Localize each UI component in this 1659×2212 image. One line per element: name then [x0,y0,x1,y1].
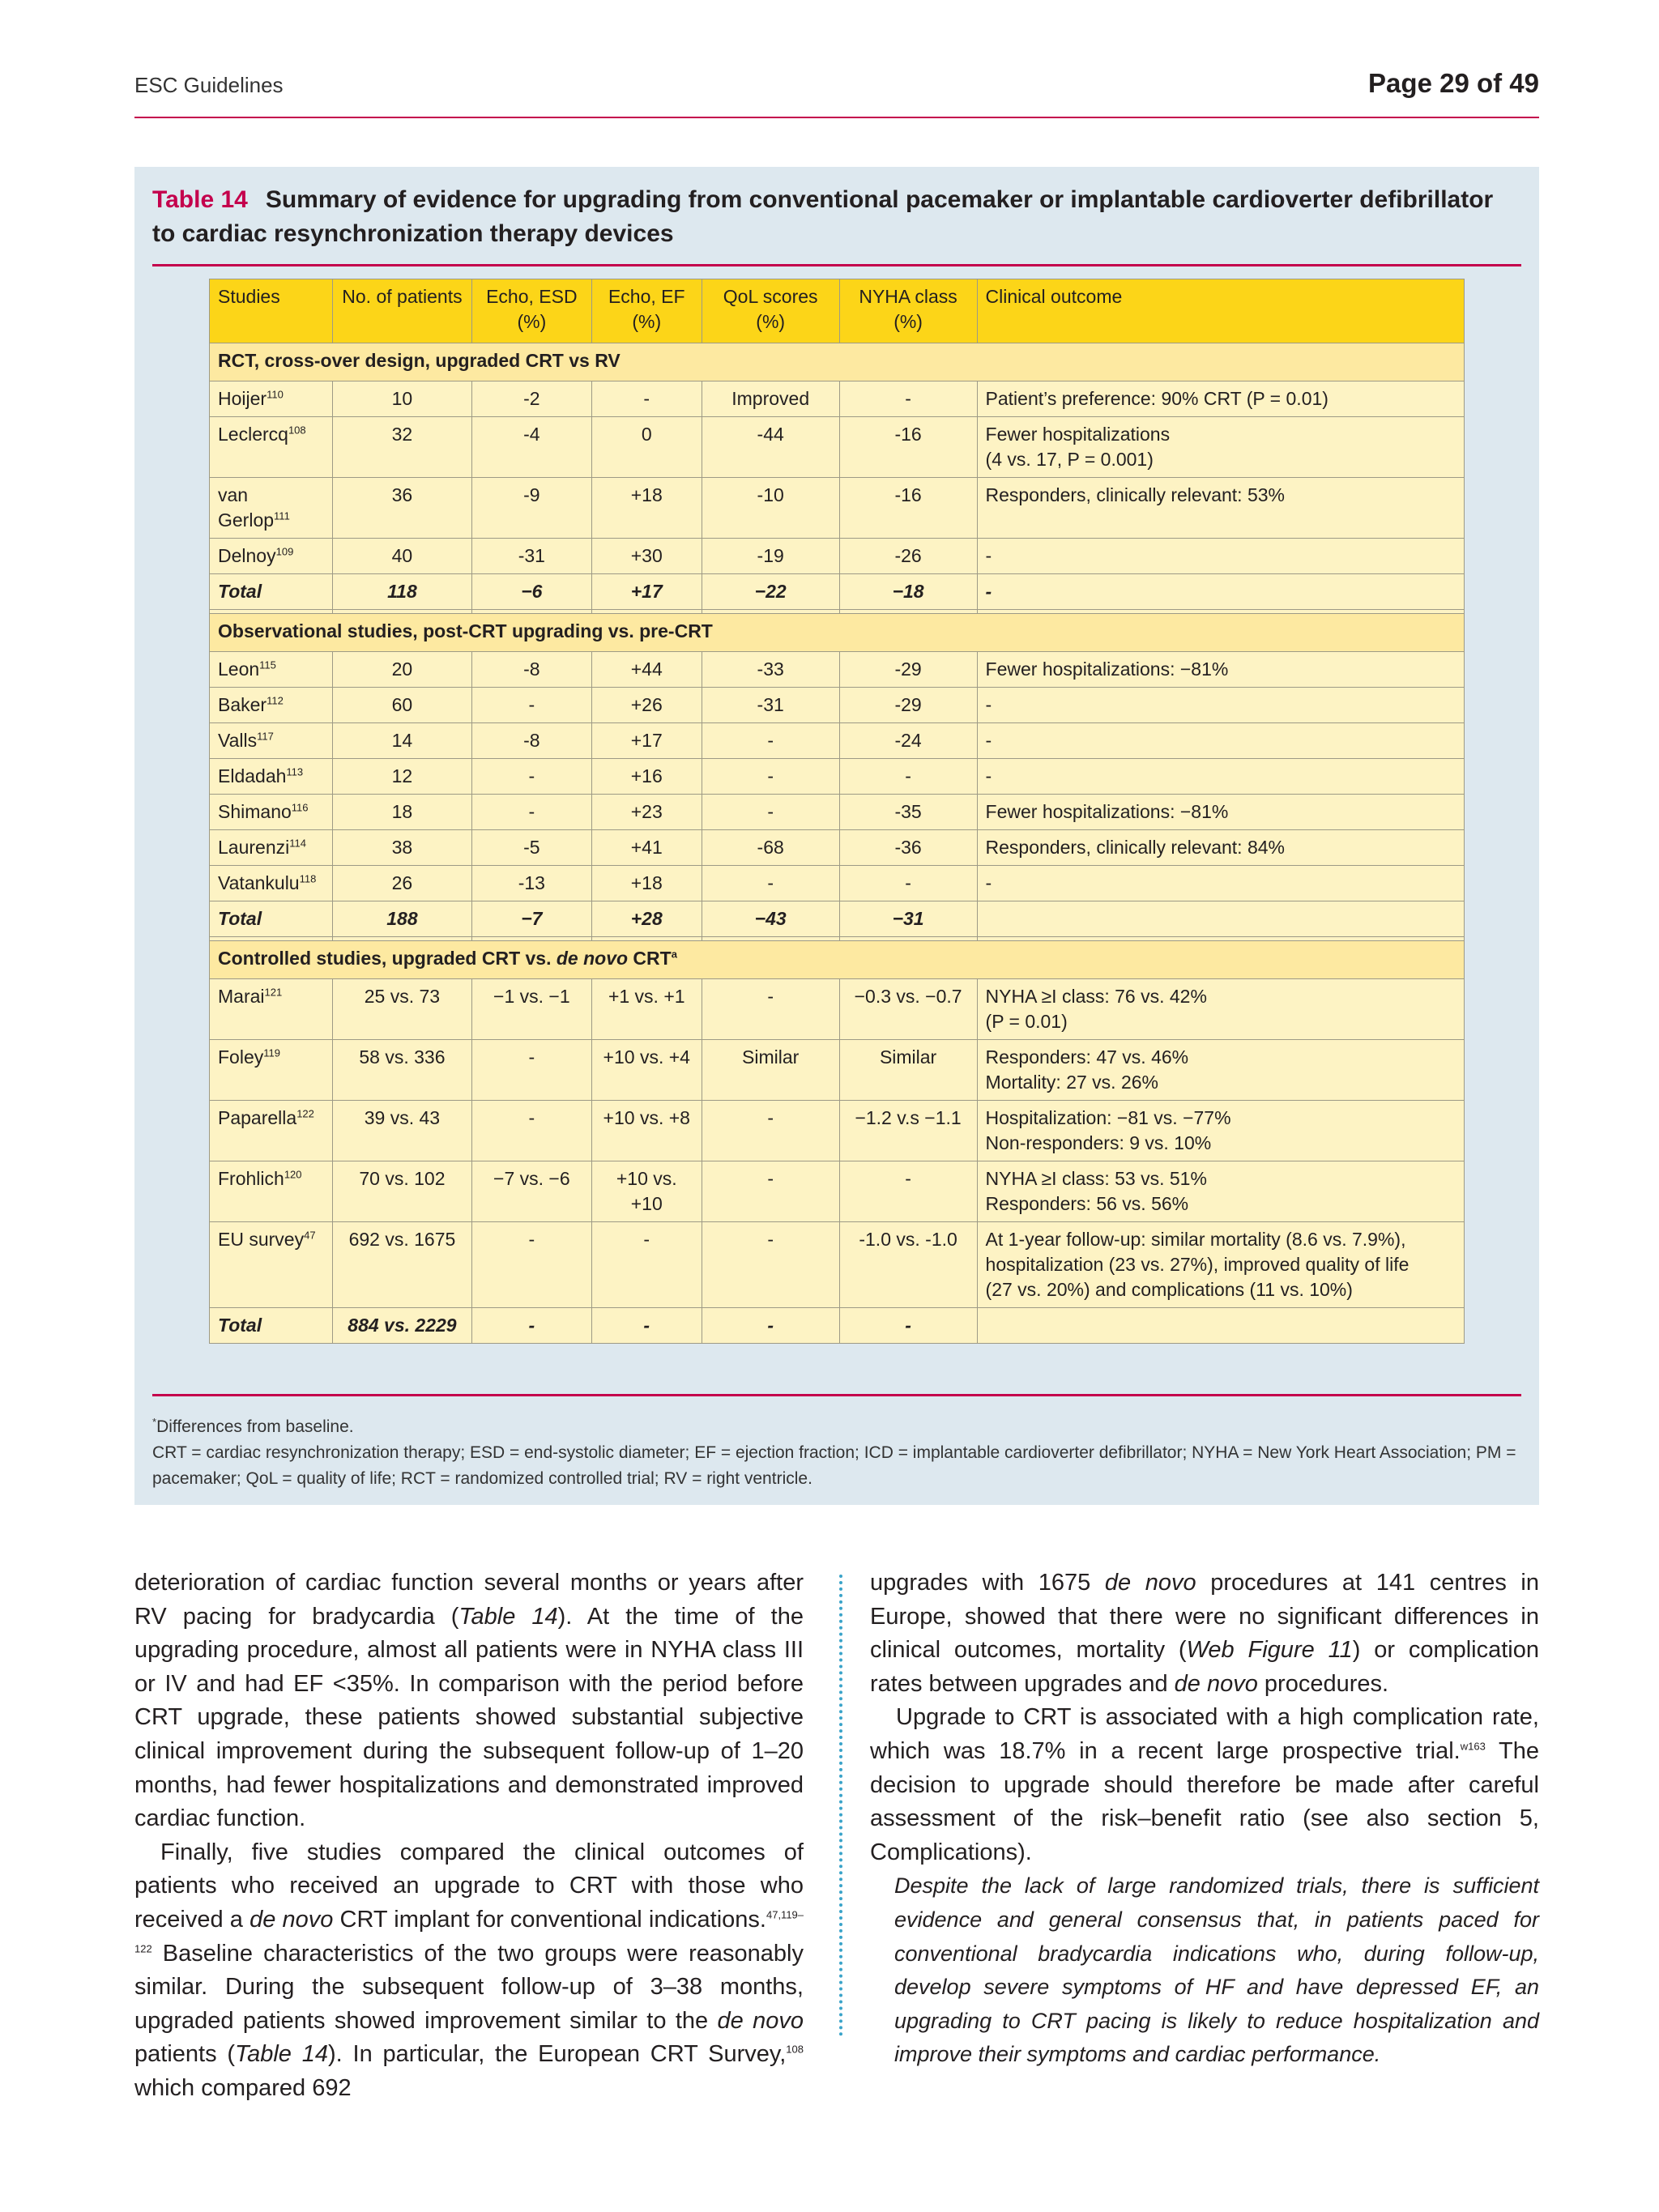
table-cell: - [702,723,839,759]
table-cell: -2 [471,381,591,417]
table-cell: -8 [471,723,591,759]
table-cell: -16 [839,478,977,539]
table-cell: +41 [591,830,702,866]
footnote-a: *Differences from baseline. [152,1416,354,1436]
table-cell: - [471,1222,591,1308]
table-cell: - [591,1222,702,1308]
table-row [210,688,1465,723]
table-cell: +10 vs. +8 [591,1101,702,1161]
table-cell: +44 [591,652,702,688]
table-cell: -29 [839,652,977,688]
table-cell: -13 [471,866,591,901]
citation-link[interactable]: 113 [286,765,304,778]
paragraph: upgrades with 1675 de novo procedures at 141 centres in Europe, showed that there were no significant differences in clinical outcomes, mortality (Web Figure 11) or complication rates between upgrades and de novo procedures. [870,1570,1540,1697]
table-cell: 70 vs. 102 [332,1161,471,1222]
table-cell: +1 vs. +1 [591,979,702,1040]
table-cell: - [471,759,591,795]
table-cell: - [471,1101,591,1161]
table-cell: - [702,1101,839,1161]
table-cell: -29 [839,688,977,723]
study-cell: Valls$^{117}$ [210,723,333,759]
citation-link[interactable]: 121 [264,986,283,999]
table-row [210,1101,1465,1161]
table-cell: -10 [702,478,839,539]
table-cell: - [702,1161,839,1222]
study-cell: Frohlich$^{120}$ [210,1161,333,1222]
table-cell: +10 vs. +10 [591,1161,702,1222]
outcome-cell: Patient’s preference: 90% CRT (P = 0.01) [977,381,1464,417]
table-row [210,1161,1465,1222]
table-footnotes [152,1414,1521,1492]
table-cell: +30 [591,539,702,574]
table-cell: -5 [471,830,591,866]
outcome-cell: NYHA ≥I class: 53 vs. 51% Responders: 56 vs. 56% [977,1161,1464,1222]
table-cell: +10 vs. +4 [591,1040,702,1101]
table-cell: -68 [702,830,839,866]
total-cell: Total [210,574,333,610]
table-cell: -31 [471,539,591,574]
total-cell [977,901,1464,937]
citation-link[interactable]: 111 [274,509,290,522]
table-cell: - [702,866,839,901]
left-column [134,1566,804,2106]
outcome-cell: Hospitalization: −81 vs. −77% Non-responders: 9 vs. 10% [977,1101,1464,1161]
table-cell: 32 [332,417,471,478]
total-cell: 118 [332,574,471,610]
table-cell: 58 vs. 336 [332,1040,471,1101]
study-cell: Laurenzi$^{114}$ [210,830,333,866]
table-cell: -36 [839,830,977,866]
total-cell: 188 [332,901,471,937]
total-cell: −43 [702,901,839,937]
table-header-row [210,279,1465,343]
total-cell: - [702,1308,839,1344]
col-header: Echo, ESD (%) [471,279,591,343]
right-column [870,1566,1539,2072]
study-cell: Eldadah$^{113}$ [210,759,333,795]
table-row [210,539,1465,574]
column-divider [839,1575,842,2036]
table-cell: - [702,795,839,830]
total-cell [977,1308,1464,1344]
table-cell: - [839,759,977,795]
table-cell: - [471,1040,591,1101]
citation-link[interactable]: 47,119–122 [134,1908,804,1954]
table-row [210,381,1465,417]
total-row [210,901,1465,937]
citation-link[interactable]: 122 [296,1107,314,1120]
citation-link[interactable]: 115 [259,658,276,671]
col-header: Clinical outcome [977,279,1464,343]
paragraph: Finally, five studies compared the clinical outcomes of patients who received an upgrade to CRT with those who received a de novo CRT implant for conventional indications.$^{47,119-122}$ Baseline characteristics of the two groups were reasonably similar. During the subsequent follow-up of 3–38 months, upgraded patients showed improvement similar to the de novo patients (Table 14). In particular, the European CRT Survey,$^{108}$ which compared 692 [134,1839,804,2101]
table-cell: 36 [332,478,471,539]
table-cell: - [839,866,977,901]
footer-rule [152,1394,1521,1396]
table-row [210,795,1465,830]
table-row [210,417,1465,478]
table-cell: +26 [591,688,702,723]
table-title: Summary of evidence for upgrading from conventional pacemaker or implantable cardioverter defibrillator to cardiac resynchronization therapy devices [152,186,1494,247]
study-cell: van Gerlop$^{111}$ [210,478,333,539]
table-cell: -44 [702,417,839,478]
section-title: Controlled studies, upgraded CRT vs. de novo CRT$^a$ [210,941,1465,979]
table-row [210,759,1465,795]
outcome-cell: - [977,759,1464,795]
table-cell: −7 vs. −6 [471,1161,591,1222]
study-cell: Baker$^{112}$ [210,688,333,723]
outcome-cell: Fewer hospitalizations: −81% [977,652,1464,688]
total-row [210,1308,1465,1344]
total-cell: - [839,1308,977,1344]
table-cell: +16 [591,759,702,795]
study-cell: EU survey$^{47}$ [210,1222,333,1308]
table-link[interactable]: Table 14 [458,1603,558,1630]
table-cell: Similar [702,1040,839,1101]
table-body [210,343,1465,1344]
total-cell: −18 [839,574,977,610]
total-cell: +17 [591,574,702,610]
recommendation-text: Despite the lack of large randomized trials, there is sufficient evidence and general consensus that, in patients paced for conventional bradycardia indications who, during follow-up, develop severe symptoms of HF and have depressed EF, an upgrading to CRT pacing is likely to reduce hospitalization and improve their symptoms and cardiac performance. [894,1873,1539,2067]
citation-link[interactable]: 118 [299,872,317,885]
col-header: No. of patients [332,279,471,343]
study-cell: Foley$^{119}$ [210,1040,333,1101]
section-header-row [210,941,1465,979]
section-header-row [210,343,1465,381]
table-cell: −1.2 v.s −1.1 [839,1101,977,1161]
table-cell: 0 [591,417,702,478]
table-cell: - [839,1161,977,1222]
outcome-cell: Responders, clinically relevant: 84% [977,830,1464,866]
study-cell: Vatankulu$^{118}$ [210,866,333,901]
table-cell: 40 [332,539,471,574]
col-header: NYHA class (%) [839,279,977,343]
caption-rule [152,264,1521,266]
citation-link[interactable]: 116 [291,801,309,814]
table-cell: -33 [702,652,839,688]
paragraph: deterioration of cardiac function several months or years after RV pacing for bradycardia (Table 14). At the time of the upgrading procedure, almost all patients were in NYHA class III or IV and had EF <35%. In comparison with the period before CRT upgrade, these patients showed substantial subjective clinical improvement during the subsequent follow-up of 1–20 months, had fewer hospitalizations and demonstrated improved cardiac function. [134,1570,804,1832]
table-cell: - [471,688,591,723]
table-cell: 10 [332,381,471,417]
table-cell: 14 [332,723,471,759]
evidence-table [209,279,1465,1344]
outcome-cell: - [977,723,1464,759]
table-cell: −1 vs. −1 [471,979,591,1040]
table-cell: 60 [332,688,471,723]
table-number: Table 14 [152,186,248,213]
table-cell: -16 [839,417,977,478]
citation-link[interactable]: 114 [289,837,306,850]
table-cell: −0.3 vs. −0.7 [839,979,977,1040]
outcome-cell: NYHA ≥I class: 76 vs. 42% (P = 0.01) [977,979,1464,1040]
study-cell: Hoijer$^{110}$ [210,381,333,417]
table-cell: - [591,381,702,417]
table-box [134,167,1539,1505]
outcome-cell: Fewer hospitalizations (4 vs. 17, P = 0.001) [977,417,1464,478]
total-cell: −31 [839,901,977,937]
total-row [210,574,1465,610]
study-cell: Leclercq$^{108}$ [210,417,333,478]
abbreviations: CRT = cardiac resynchronization therapy; ESD = end-systolic diameter; EF = ejection fraction; ICD = implantable cardioverter defibrillator; NYHA = New York Heart Association; PM = pacemaker; QoL = quality of life; RCT = randomized controlled trial; RV = right ventricle. [152,1443,1516,1488]
outcome-cell: Responders, clinically relevant: 53% [977,478,1464,539]
citation-link[interactable]: 120 [284,1168,302,1181]
citation-link[interactable]: 108 [786,2043,804,2056]
table-cell: 38 [332,830,471,866]
paragraph: Upgrade to CRT is associated with a high complication rate, which was 18.7% in a recent large prospective trial.$^{w163}$ The decision to upgrade should therefore be made after careful assessment of the risk–benefit ratio (see also section 5, Complications). [870,1704,1539,1865]
col-header: Studies [210,279,333,343]
table-row [210,830,1465,866]
total-cell: - [591,1308,702,1344]
table-cell: -8 [471,652,591,688]
table-cell: - [702,1222,839,1308]
table-row [210,1040,1465,1101]
outcome-cell: - [977,688,1464,723]
table-row [210,866,1465,901]
total-cell: - [471,1308,591,1344]
total-cell: - [977,574,1464,610]
citation-link[interactable]: 47 [304,1229,316,1242]
citation-link[interactable]: 119 [263,1046,280,1059]
table-cell: -26 [839,539,977,574]
table-cell: Similar [839,1040,977,1101]
table-cell: +23 [591,795,702,830]
table-cell: -4 [471,417,591,478]
table-cell: 18 [332,795,471,830]
total-cell: 884 vs. 2229 [332,1308,471,1344]
table-cell: - [471,795,591,830]
total-cell: −7 [471,901,591,937]
figure-link[interactable]: Web Figure 11 [1186,1637,1353,1664]
table-cell: -35 [839,795,977,830]
table-row [210,1222,1465,1308]
col-header: QoL scores (%) [702,279,839,343]
table-cell: 692 vs. 1675 [332,1222,471,1308]
table-cell: 20 [332,652,471,688]
outcome-cell: At 1-year follow-up: similar mortality (8.6 vs. 7.9%), hospitalization (23 vs. 27%), improved quality of life (27 vs. 20%) and complications (11 vs. 10%) [977,1222,1464,1308]
table-cell: +18 [591,478,702,539]
col-header: Echo, EF (%) [591,279,702,343]
table-cell: -9 [471,478,591,539]
table-cell: +17 [591,723,702,759]
total-cell: −6 [471,574,591,610]
total-cell: Total [210,1308,333,1344]
citation-link[interactable]: 109 [275,545,294,558]
table-cell: 39 vs. 43 [332,1101,471,1161]
table-cell: Improved [702,381,839,417]
total-cell: −22 [702,574,839,610]
citation-link[interactable]: 110 [267,388,284,401]
table-cell: - [702,759,839,795]
outcome-cell: - [977,866,1464,901]
page-header [134,68,1539,118]
citation-link[interactable]: 108 [288,424,306,437]
table-row [210,979,1465,1040]
table-cell: - [702,979,839,1040]
table-link[interactable]: Table 14 [235,2041,328,2068]
page-number: Page 29 of 49 [1368,68,1539,98]
section-title: Observational studies, post-CRT upgrading vs. pre-CRT [210,614,1465,652]
table-cell: 25 vs. 73 [332,979,471,1040]
study-cell: Leon$^{115}$ [210,652,333,688]
section-title: RCT, cross-over design, upgraded CRT vs RV [210,343,1465,381]
outcome-cell: Fewer hospitalizations: −81% [977,795,1464,830]
study-cell: Marai$^{121}$ [210,979,333,1040]
table-cell: -1.0 vs. -1.0 [839,1222,977,1308]
citation-link[interactable]: 112 [267,694,284,707]
table-caption [152,183,1521,251]
journal-name: ESC Guidelines [134,73,284,97]
total-cell: +28 [591,901,702,937]
total-cell: Total [210,901,333,937]
table-row [210,478,1465,539]
outcome-cell: - [977,539,1464,574]
table-row [210,723,1465,759]
footnote-a-text: Differences from baseline. [156,1417,354,1436]
outcome-cell: Responders: 47 vs. 46% Mortality: 27 vs. 26% [977,1040,1464,1101]
study-cell: Delnoy$^{109}$ [210,539,333,574]
citation-link[interactable]: 117 [257,730,274,743]
table-cell: -19 [702,539,839,574]
citation-link[interactable]: w163 [1460,1740,1486,1753]
section-header-row [210,614,1465,652]
study-cell: Paparella$^{122}$ [210,1101,333,1161]
study-cell: Shimano$^{116}$ [210,795,333,830]
table-cell: -31 [702,688,839,723]
table-cell: 12 [332,759,471,795]
table-row [210,652,1465,688]
table-cell: - [839,381,977,417]
table-cell: -24 [839,723,977,759]
table-cell: +18 [591,866,702,901]
table-cell: 26 [332,866,471,901]
